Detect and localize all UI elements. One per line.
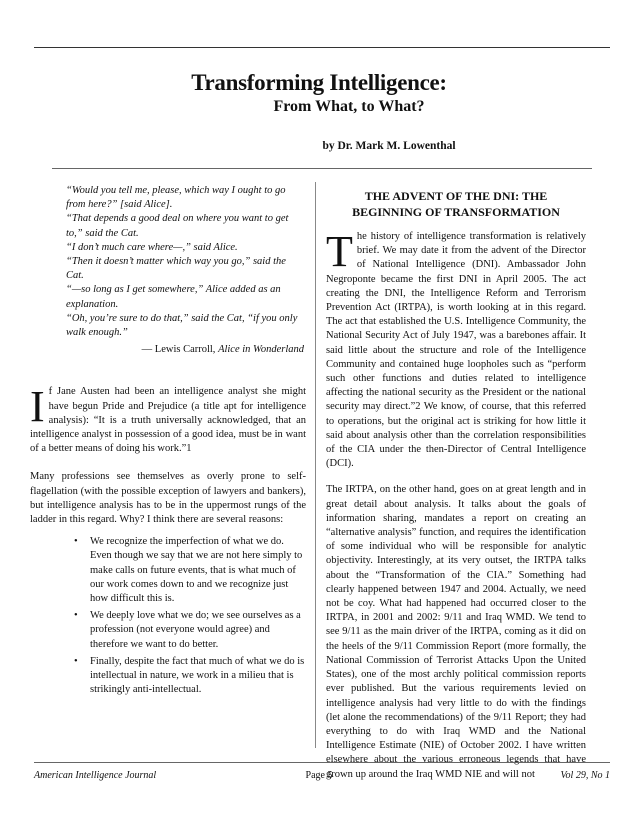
intro-text: f Jane Austen had been an intelligence analyst she might have begun Pride and Prejudice (a title apt for intelligence analysis): “It is a truth universally acknowledged, that an intelligence analyst in possession of a good idea, must be in want of a better means of doing his work.”1 bbox=[30, 386, 306, 455]
dni-paragraph-text: he history of intelligence transformation is relatively brief. We may date it from the advent of the Director of National Intelligence (DNI). Ambassador John Negroponte became the first DNI in April 2005. The act creating the DNI, the Intelligence Reform and Terrorism Prevention Act (IRTPA), is worth looking at in this regard. The act that established the U.S. Intelligence Community, the National Security Act of July 1947, was a barebones affair. It said little about the structure and role of the Intelligence Community and contained huge loopholes such as “perform such other functions and duties related to intelligence affecting the national security as the President or the national security may direct.”2 We know, of course, that this referred to operations, but the original act is striking for how little it said about analysis other than the correlation responsibilities of the CIA under the then-Director of Central Intelligence (DCI). bbox=[326, 231, 586, 470]
left-column bbox=[30, 184, 306, 701]
right-column bbox=[326, 184, 586, 782]
section-heading-line: BEGINNING OF TRANSFORMATION bbox=[352, 205, 560, 219]
list-item bbox=[30, 655, 306, 698]
dni-paragraph bbox=[326, 227, 586, 471]
epigraph-line: “Would you tell me, please, which way I ought to go from here?” [said Alice]. bbox=[66, 185, 286, 211]
list-item-text: Finally, despite the fact that much of what we do is intellectual in nature, we work in a milieu that is strikingly anti-intellectual. bbox=[90, 655, 305, 696]
epigraph-attribution bbox=[66, 343, 306, 357]
epigraph-line: “I don’t much care where—,” said Alice. bbox=[66, 241, 238, 253]
bullet-icon: • bbox=[74, 536, 78, 548]
section-heading-line: THE ADVENT OF THE DNI: THE bbox=[364, 189, 548, 203]
article-subtitle: From What, to What? bbox=[273, 98, 425, 115]
footer-page-number: Page 5 bbox=[305, 770, 333, 781]
top-rule bbox=[34, 47, 610, 48]
epigraph-line: “That depends a good deal on where you want to get to,” said the Cat. bbox=[66, 213, 289, 239]
attribution-author: — Lewis Carroll, bbox=[141, 344, 216, 356]
irtpa-paragraph: The IRTPA, on the other hand, goes on at great length and in great detail about analysis. It talks about the goals of information sharing, mandates a report on creating an “alternative analysis” function, and requires the identification of some individual who will be responsible for analytic objectivity. Interestingly, at its very outset, the IRTPA talks about the “Transformation of the CIA.” Something had clearly happened between 1947 and 2004. Actually, we need not be coy. What had happened had occurred closer to the IRTPA, in 2001 and 2002: 9/11 and Iraq WMD. We tend to see 9/11 as the main driver of the IRTPA, coming as it did on the heels of the 9/11 Commission Report (more formally, the National Commission of Terrorist Attacks Upon the United States), one of the most archly political commission reports ever published. But the various requirements levied on intelligence analysis had very little to do with the findings (let alone the recommendations) of the 9/11 Report; they had everything to do with Iraq WMD and the National Intelligence Estimate (NIE) of October 2002. I have written elsewhere about the various erroneous legends that have grown up around the Iraq WMD NIE and will not bbox=[326, 484, 586, 780]
bullet-icon: • bbox=[74, 610, 78, 622]
article-byline: by Dr. Mark M. Lowenthal bbox=[322, 140, 456, 152]
column-divider bbox=[315, 182, 316, 748]
professions-paragraph: Many professions see themselves as overly prone to self-flagellation (with the possible exception of lawyers and bankers), but intelligence analysis has to be in the uppermost rungs of the ladder in this regard. Why? I think there are several reasons: bbox=[30, 471, 306, 526]
drop-cap: T bbox=[326, 227, 353, 276]
epigraph-line: “Then it doesn’t matter which way you go,” said the Cat. bbox=[66, 256, 286, 282]
list-item-text: We recognize the imperfection of what we do. Even though we say that we are not here simply to make calls on future events, that is what much of our work comes down to and we recognize just how difficult this is. bbox=[90, 536, 303, 605]
reasons-list bbox=[30, 535, 306, 697]
header-divider bbox=[52, 168, 592, 169]
epigraph-line: “Oh, you’re sure to do that,” said the Cat, “if you only walk enough.” bbox=[66, 312, 298, 339]
article-title: Transforming Intelligence: bbox=[191, 70, 447, 95]
footer-rule bbox=[34, 762, 610, 763]
drop-cap: I bbox=[30, 382, 45, 432]
attribution-work: Alice in Wonderland bbox=[218, 344, 304, 356]
epigraph bbox=[30, 184, 306, 357]
list-item bbox=[30, 535, 306, 606]
intro-paragraph bbox=[30, 382, 306, 456]
epigraph-line: “—so long as I get somewhere,” Alice added as an explanation. bbox=[66, 284, 281, 310]
footer-journal: American Intelligence Journal bbox=[34, 770, 157, 781]
list-item bbox=[30, 609, 306, 652]
footer-volume: Vol 29, No 1 bbox=[560, 770, 610, 781]
section-heading bbox=[326, 188, 586, 220]
bullet-icon: • bbox=[74, 655, 78, 667]
list-item-text: We deeply love what we do; we see ourselves as a profession (not everyone would agree) and therefore we want to do better. bbox=[90, 610, 301, 650]
